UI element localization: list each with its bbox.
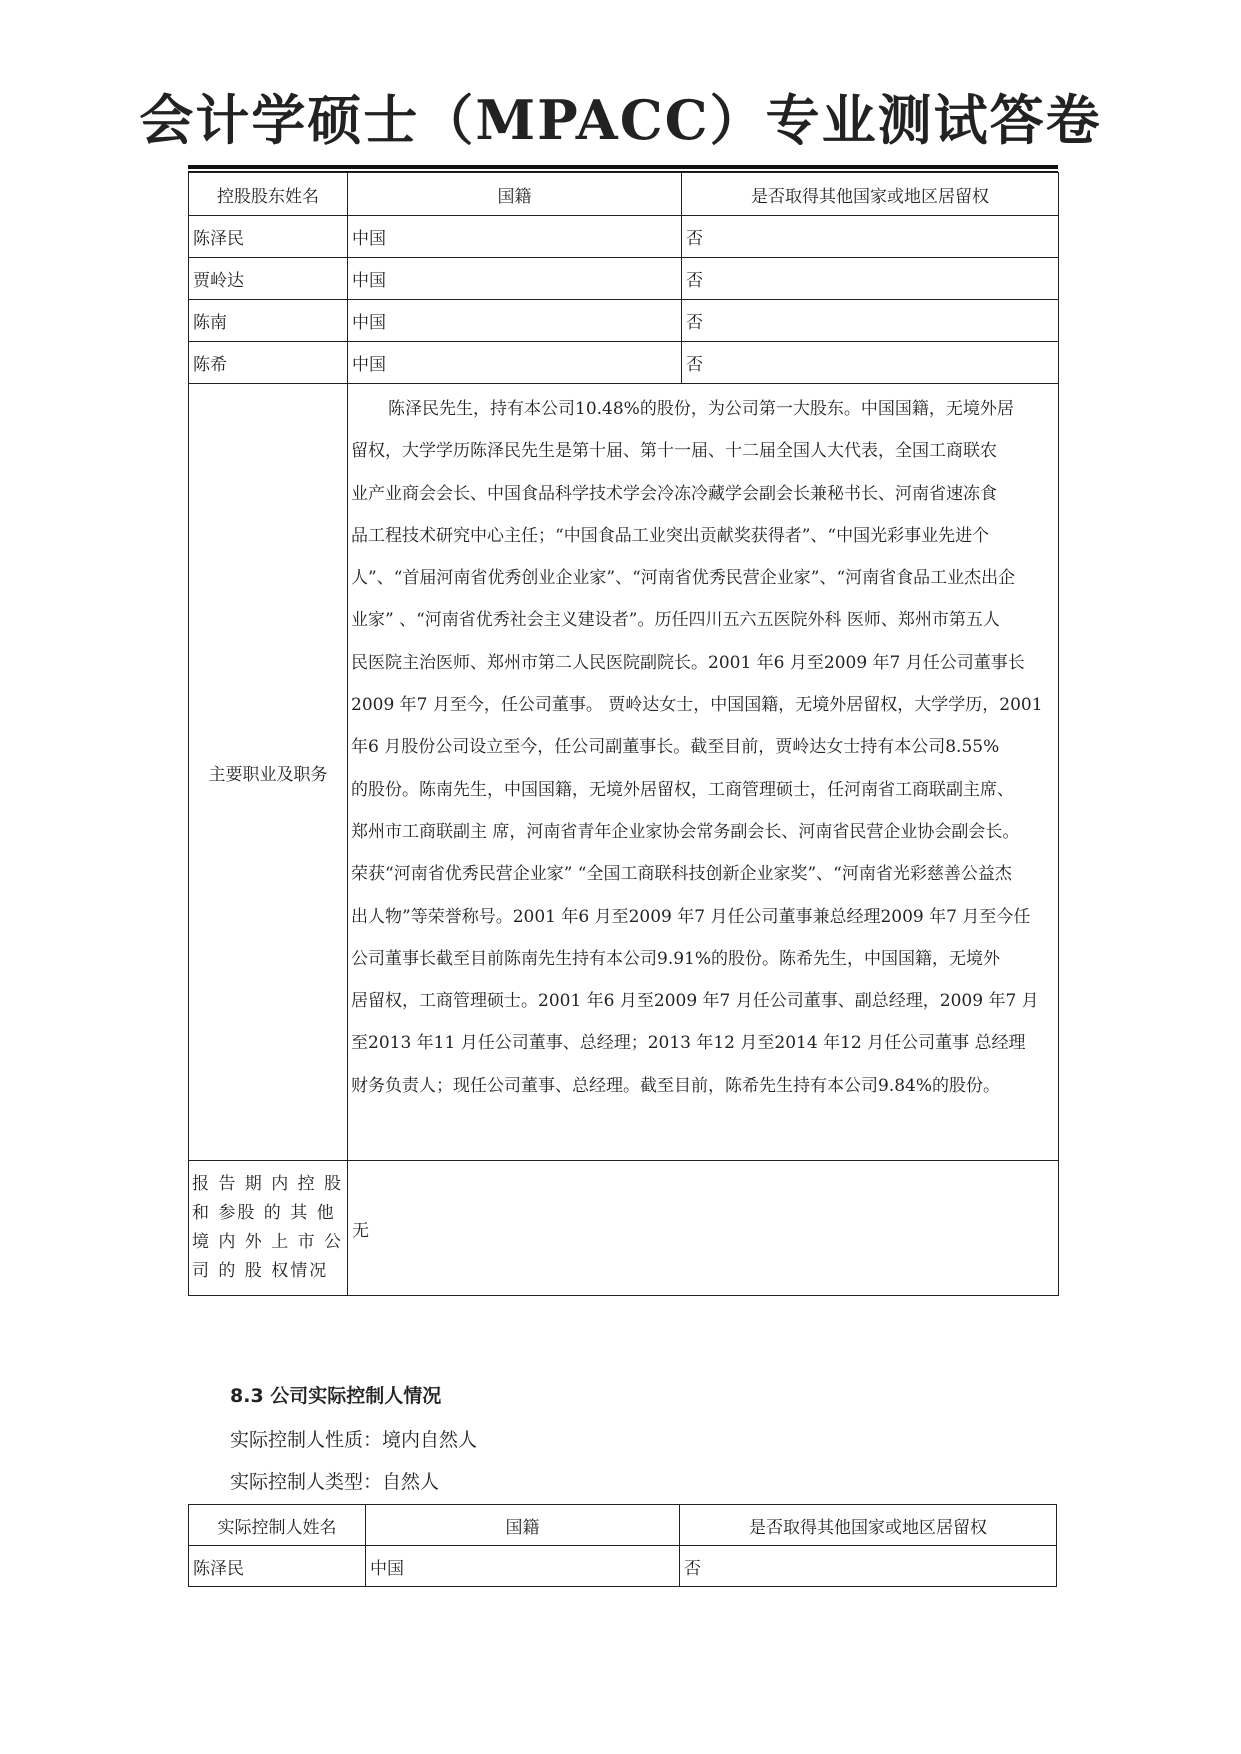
- duties-line: 留权，大学学历陈泽民先生是第十届、第十一届、十二届全国人大代表，全国工商联农: [351, 441, 997, 462]
- table-row: [189, 342, 1059, 384]
- duties-line: 公司董事长截至目前陈南先生持有本公司9.91%的股份。陈希先生，中国国籍，无境外: [351, 948, 1001, 969]
- duties-line: 年6 月股份公司设立至今，任公司副董事长。截至目前，贾岭达女士持有本公司8.55%: [351, 737, 1000, 758]
- header-name: 实际控制人姓名: [189, 1505, 366, 1546]
- report-value: 无: [348, 1161, 1059, 1296]
- table-row: [189, 216, 1059, 258]
- controller-name: 陈泽民: [189, 1546, 366, 1587]
- duties-line: 民医院主治医师、郑州市第二人民医院副院长。2001 年6 月至2009 年7 月任公司董事长: [351, 652, 1025, 673]
- section-heading: 8.3 公司实际控制人情况: [230, 1385, 442, 1407]
- report-row: [189, 1161, 1059, 1296]
- duties-line: 业家” 、“河南省优秀社会主义建设者”。历任四川五六五医院外科 医师、郑州市第五人: [351, 610, 1000, 631]
- duties-line: 郑州市工商联副主 席，河南省青年企业家协会常务副会长、河南省民营企业协会副会长。: [351, 821, 1020, 842]
- shareholder-nationality: 中国: [348, 342, 682, 384]
- duties-line: 至2013 年11 月任公司董事、总经理；2013 年12 月至2014 年12 月任公司董事 总经理: [351, 1033, 1026, 1054]
- header-residency: 是否取得其他国家或地区居留权: [682, 173, 1059, 216]
- shareholder-name: 陈泽民: [189, 216, 348, 258]
- header-name: 控股股东姓名: [189, 173, 348, 216]
- shareholder-nationality: 中国: [348, 258, 682, 300]
- shareholder-name: 陈南: [189, 300, 348, 342]
- page-title: 会计学硕士（MPACC）专业测试答卷: [139, 88, 1102, 152]
- shareholder-name: 贾岭达: [189, 258, 348, 300]
- table-row: [189, 258, 1059, 300]
- duties-line: 荣获“河南省优秀民营企业家” “全国工商联科技创新企业家奖”、“河南省光彩慈善公益杰: [351, 864, 1012, 885]
- duties-line: 陈泽民先生，持有本公司10.48%的股份，为公司第一大股东。中国国籍，无境外居: [388, 399, 1014, 419]
- duties-line: 出人物”等荣誉称号。2001 年6 月至2009 年7 月任公司董事兼总经理2009 年7 月至今任: [351, 906, 1031, 927]
- shareholder-residency: 否: [682, 342, 1059, 384]
- shareholder-residency: 否: [682, 258, 1059, 300]
- shareholder-residency: 否: [682, 216, 1059, 258]
- duties-cell: [348, 384, 1059, 1161]
- shareholder-table: [188, 172, 1059, 1296]
- table-row: [189, 300, 1059, 342]
- header-nationality: 国籍: [366, 1505, 680, 1546]
- shareholder-residency: 否: [682, 300, 1059, 342]
- duties-line: 2009 年7 月至今，任公司董事。 贾岭达女士，中国国籍，无境外居留权，大学学历，2001: [351, 695, 1043, 716]
- shareholder-name: 陈希: [189, 342, 348, 384]
- controller-table: [188, 1504, 1057, 1587]
- duties-line: 居留权，工商管理硕士。2001 年6 月至2009 年7 月任公司董事、副总经理，2009 年7 月: [351, 991, 1039, 1012]
- table-header-row: [189, 1505, 1057, 1546]
- report-label: 报 告 期 内 控 股 和 参股 的 其 他 境 内 外 上 市 公 司 的 股 权情况: [189, 1161, 348, 1296]
- table-row: [189, 1546, 1057, 1587]
- controller-nature: 实际控制人性质：境内自然人: [230, 1429, 478, 1451]
- controller-type: 实际控制人类型：自然人: [230, 1471, 440, 1493]
- duties-line: 品工程技术研究中心主任；“中国食品工业突出贡献奖获得者”、“中国光彩事业先进个: [351, 525, 990, 546]
- duties-line: 财务负责人；现任公司董事、总经理。截至目前，陈希先生持有本公司9.84%的股份。: [351, 1075, 1001, 1096]
- duties-line: 人”、“首届河南省优秀创业企业家”、“河南省优秀民营企业家”、“河南省食品工业杰出企: [351, 568, 1016, 589]
- table-header-row: [189, 173, 1059, 216]
- shareholder-nationality: 中国: [348, 216, 682, 258]
- shareholder-nationality: 中国: [348, 300, 682, 342]
- controller-residency: 否: [680, 1546, 1057, 1587]
- controller-nationality: 中国: [366, 1546, 680, 1587]
- header-residency: 是否取得其他国家或地区居留权: [680, 1505, 1057, 1546]
- duties-label: 主要职业及职务: [189, 384, 348, 1161]
- header-nationality: 国籍: [348, 173, 682, 216]
- duties-line: 的股份。陈南先生，中国国籍，无境外居留权，工商管理硕士，任河南省工商联副主席、: [351, 779, 1014, 800]
- duties-row: [189, 384, 1059, 1161]
- title-rule: [188, 165, 1058, 169]
- duties-text: [351, 388, 1058, 1107]
- duties-line: 业产业商会会长、中国食品科学技术学会冷冻冷藏学会副会长兼秘书长、河南省速冻食: [351, 483, 997, 504]
